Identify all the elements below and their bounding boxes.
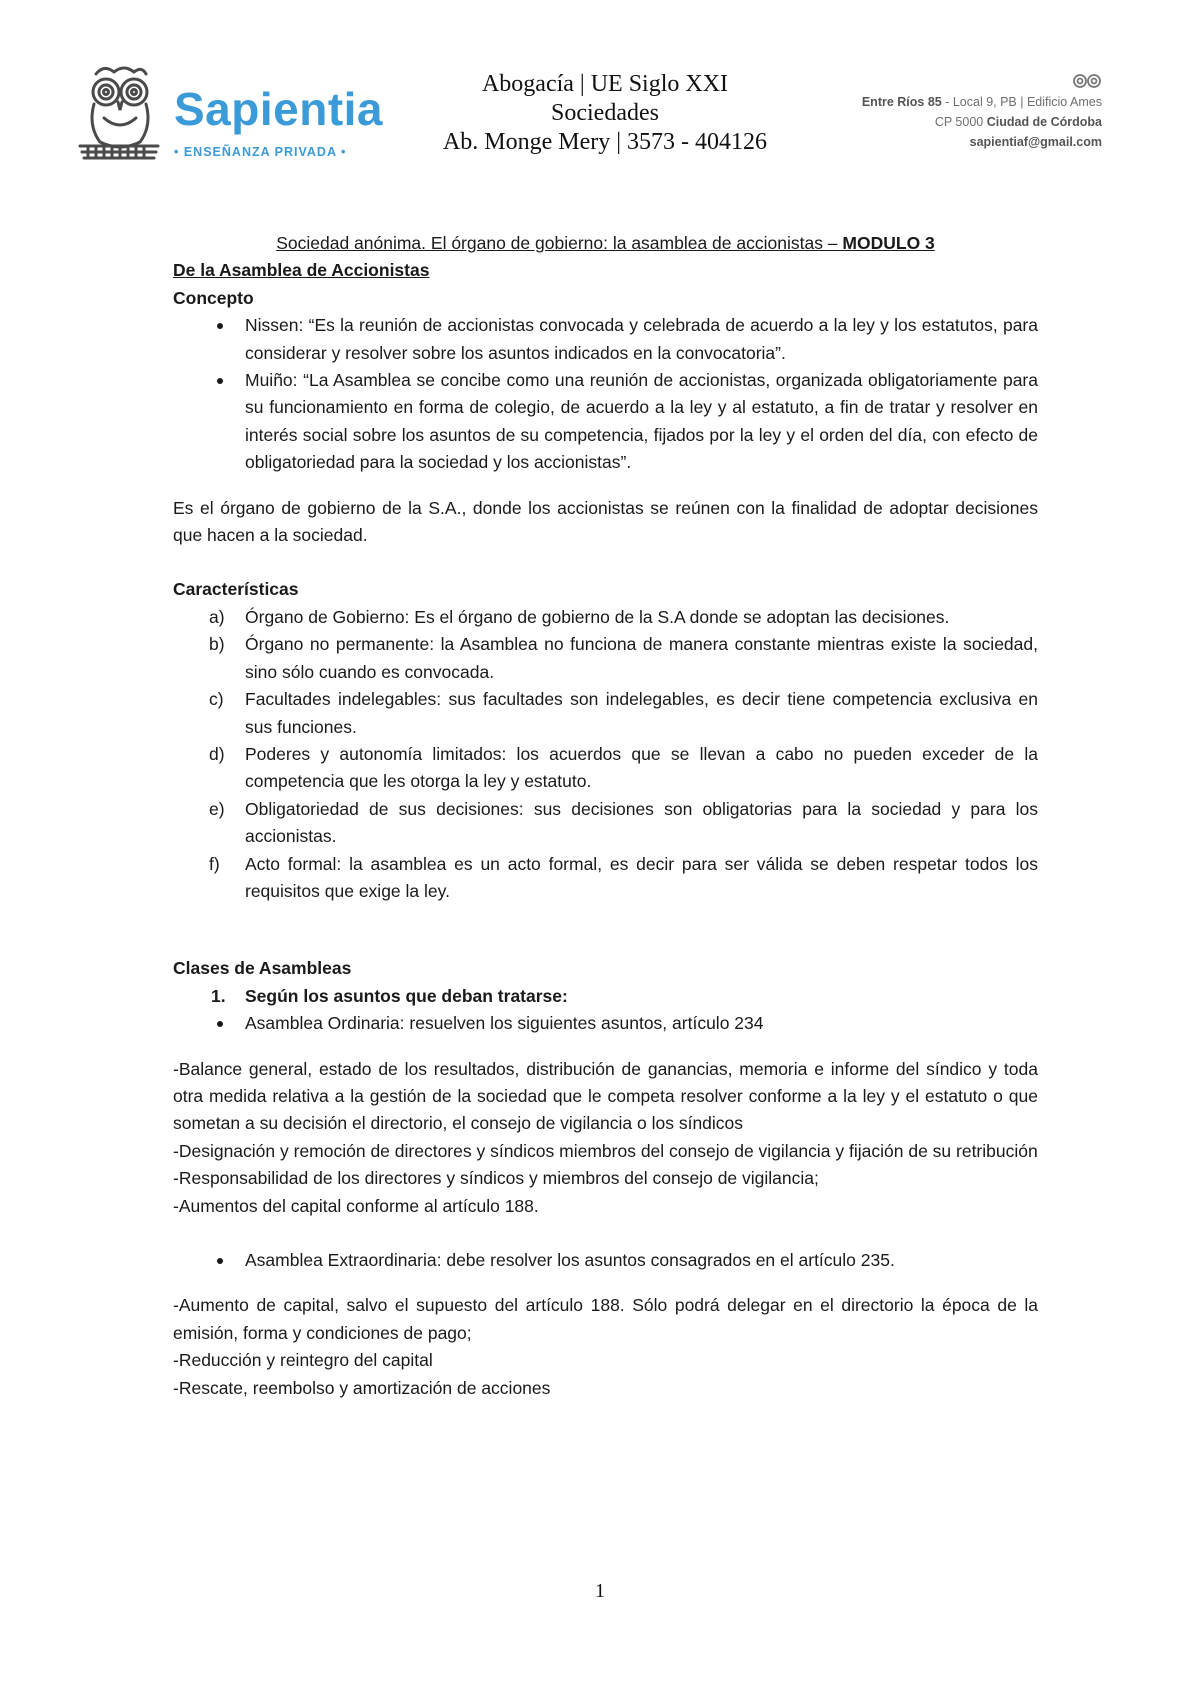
list-item: Muiño: “La Asamblea se concibe como una reunión de accionistas, organizada obligatoriamente para su funcionamiento en forma de colegio, de acuerdo a la ley y al estatuto, a fin de tratar y resolver en interés social sobre los asuntos de su competencia, fijados por la ley y el orden del día, con efecto de obligatoriedad para la sociedad y los accionistas”. <box>173 367 1038 477</box>
bullet-icon <box>217 323 223 329</box>
paragraph: -Aumentos del capital conforme al artículo 188. <box>173 1195 539 1216</box>
header-city: CP 5000 Ciudad de Córdoba <box>934 115 1102 129</box>
list-item: b) Órgano no permanente: la Asamblea no funciona de manera constante mientras existe la sociedad, sino sólo cuando es convocada. <box>209 634 1038 682</box>
header-email: sapientiaf@gmail.com <box>969 135 1102 149</box>
paragraph: -Responsabilidad de los directores y síndicos y miembros del consejo de vigilancia; <box>173 1168 819 1189</box>
concept-heading: Concepto <box>173 287 254 308</box>
list-item: a) Órgano de Gobierno: Es el órgano de gobierno de la S.A donde se adoptan las decisiones. <box>209 606 950 627</box>
classes-heading: Clases de Asambleas <box>173 958 352 979</box>
header-subject-line: Sociedades <box>551 100 659 126</box>
section-heading: De la Asamblea de Accionistas <box>173 260 430 281</box>
features-heading: Características <box>173 579 299 600</box>
bullet-icon <box>217 378 223 384</box>
paragraph: -Aumento de capital, salvo el supuesto del artículo 188. Sólo podrá delegar en el directorio la época de la emisión, forma y condiciones de pago; <box>173 1295 1038 1343</box>
brand-logo <box>74 60 384 170</box>
list-item: d) Poderes y autonomía limitados: los acuerdos que se llevan a cabo no pueden exceder de la competencia que les otorga la ley y estatuto. <box>209 743 1038 792</box>
list-item: 1. Según los asuntos que deban tratarse: <box>211 985 568 1006</box>
list-item: Nissen: “Es la reunión de accionistas convocada y celebrada de acuerdo a la ley y los estatutos, para considerar y resolver sobre los asuntos indicados en la convocatoria”. <box>173 312 1038 367</box>
list-item: Asamblea Ordinaria: resuelven los siguientes asuntos, artículo 234 <box>173 1010 1038 1037</box>
swirl-icon <box>1072 70 1102 92</box>
paragraph: -Designación y remoción de directores y síndicos miembros del consejo de vigilancia y fijación de su retribución <box>173 1140 1038 1161</box>
header-course-info <box>380 70 830 157</box>
header-address: Entre Ríos 85 - Local 9, PB | Edificio Ames <box>861 95 1102 109</box>
document-body <box>173 230 1038 1402</box>
paragraph: -Balance general, estado de los resultados, distribución de ganancias, memoria e informe del síndico y toda otra medida relativa a la gestión de la sociedad que le competa resolver conforme a la ley y el estatuto o que sometan a su decisión el directorio, el consejo de vigilancia o los síndicos <box>173 1058 1038 1134</box>
paragraph: -Rescate, reembolso y amortización de acciones <box>173 1377 551 1398</box>
bullet-icon <box>217 1258 223 1264</box>
list-item: f) Acto formal: la asamblea es un acto formal, es decir para ser válida se deben respetar todos los requisitos que exige la ley. <box>209 853 1038 901</box>
document-title: Sociedad anónima. El órgano de gobierno: la asamblea de accionistas – MODULO 3 <box>276 233 935 253</box>
page-number: 1 <box>595 1580 605 1602</box>
list-item: Asamblea Extraordinaria: debe resolver los asuntos consagrados en el artículo 235. <box>173 1247 1038 1274</box>
bullet-icon <box>217 1021 223 1027</box>
header-contact <box>862 70 1102 152</box>
header-teacher-line: Ab. Monge Mery | 3573 - 404126 <box>442 129 768 155</box>
brand-name: Sapientia <box>174 83 384 135</box>
header-course-line: Abogacía | UE Siglo XXI <box>481 71 729 97</box>
brand-tagline: • ENSEÑANZA PRIVADA • <box>174 145 347 159</box>
list-item: e) Obligatoriedad de sus decisiones: sus decisiones son obligatorias para la sociedad y para los accionistas. <box>209 798 1038 847</box>
paragraph: -Reducción y reintegro del capital <box>173 1350 433 1371</box>
list-item: c) Facultades indelegables: sus facultades son indelegables, es decir tiene competencia exclusiva en sus funciones. <box>209 689 1038 737</box>
concept-summary: Es el órgano de gobierno de la S.A., donde los accionistas se reúnen con la finalidad de adoptar decisiones que hacen a la sociedad. <box>173 497 1038 546</box>
owl-icon <box>74 60 164 164</box>
